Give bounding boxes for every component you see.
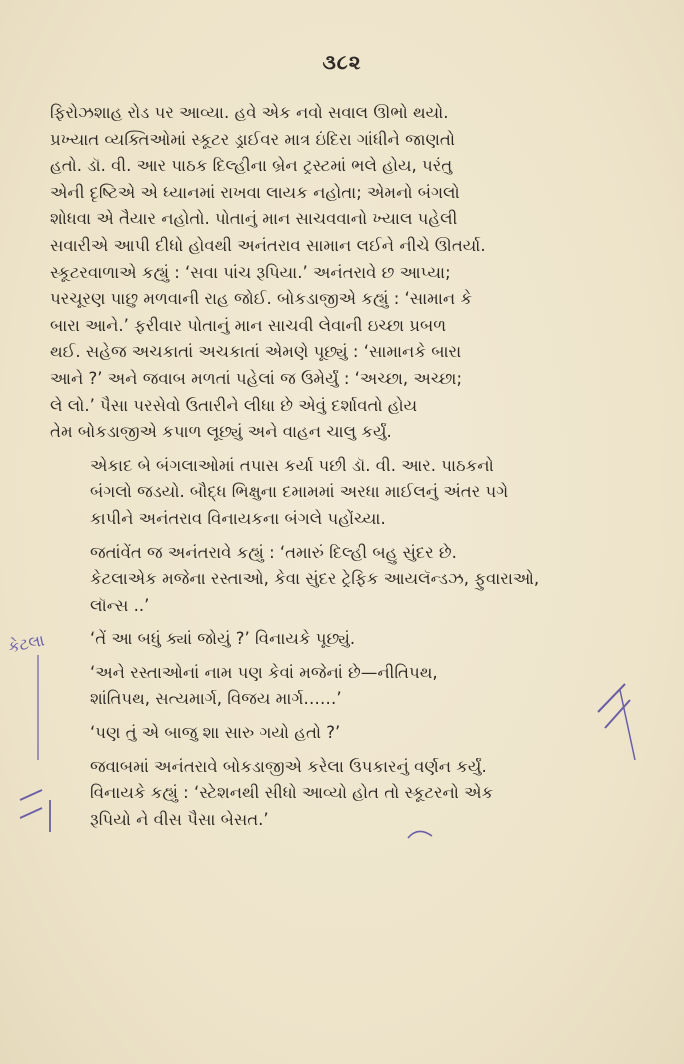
text-line: આને ?’ અને જવાબ મળતાં પહેલાં જ ઉમેર્યું : ‘અચ્છા, અચ્છા; [50,368,463,388]
text-line: કાપીને અનંતરાવ વિનાયકના બંગલે પહોંચ્યા. [90,508,386,528]
paragraph [50,720,632,747]
text-line: જવાબમાં અનંતરાવે બોકડાજીએ કરેલા ઉપકારનું વર્ણન કર્યું. [90,756,487,776]
paragraph [50,540,632,620]
text-line: લે લો.’ પૈસા પરસેવો ઉતારીને લીધા છે એવું દર્શાવતો હોય [50,395,418,415]
text-line: ફિરોઝશાહ રોડ પર આવ્યા. હવે એક નવો સવાલ ઊભો થયો. [50,103,449,122]
text-line: સ્કૂટરવાળાએ કહ્યું : ‘સવા પાંચ રૂપિયા.’ અનંતરાવે છ આપ્યા; [50,262,451,282]
text-line: થઈ. સહેજ અચકાતાં અચકાતાં એમણે પૂછ્યું : ‘સામાનકે બારા [50,342,462,362]
text-line: તેમ બોકડાજીએ કપાળ લૂછ્યું અને વાહન ચાલુ કર્યું. [50,422,392,442]
text-line: લૉન્સ ..’ [90,595,150,615]
paragraph [50,660,632,713]
text-line: શોધવા એ તૈયાર નહોતો. પોતાનું માન સાચવવાનો ખ્યાલ પહેલી [50,209,458,229]
text-line: એની દૃષ્ટિએ એ ધ્યાનમાં રાખવા લાયક નહોતા; એમનો બંગલો [50,182,460,202]
text-line: વિનાયકે કહ્યું : ‘સ્ટેશનથી સીધો આવ્યો હોત તો સ્કૂટરનો એક [90,783,494,803]
margin-bracket-mark [20,790,50,832]
text-line: હતો. ડૉ. વી. આર પાઠક દિલ્હીના બ્રેન ટ્રસ્ટમાં ભલે હોય, પરંતુ [50,156,453,176]
text-line: સવારીએ આપી દીધો હોવથી અનંતરાવ સામાન લઈને નીચે ઊતર્યા. [50,235,486,255]
body-text [50,100,632,840]
paragraph [50,453,632,533]
text-line: રૂપિયો ને વીસ પૈસા બેસત.’ [90,809,269,829]
text-line: જતાંવેંત જ અનંતરાવે કહ્યું : ‘તમારું દિલ્હી બહુ સુંદર છે. [90,542,457,562]
text-line: ‘અને રસ્તાઓનાં નામ પણ કેવાં મજેનાં છે—નીતિપથ, [90,662,438,682]
paragraph [50,626,632,653]
text-line: શાંતિપથ, સત્યમાર્ગ, વિજય માર્ગ……’ [90,689,342,709]
text-line: કેટલાએક મજેના રસ્તાઓ, કેવા સુંદર ટ્રેફિક આયલૅન્ડઝ, ફુવારાઓ, [90,569,540,589]
paragraph [50,754,632,834]
text-line: ‘પણ તું એ બાજુ શા સારુ ગયો હતો ?’ [90,723,341,743]
text-line: પરચૂરણ પાછુ મળવાની રાહ જોઈ. બોકડાજીએ કહ્યું : ‘સામાન કે [50,289,473,309]
handwritten-margin-note: કેટલા [6,630,47,657]
text-line: પ્રખ્યાત વ્યક્તિઓમાં સ્કૂટર ડ્રાઈવર માત્ર ઇંદિરા ગાંધીને જાણતો [50,129,455,149]
page-number: ૩૮૨ [322,50,362,74]
paragraph [50,100,632,446]
text-line: બંગલો જડયો. બૌદ્ધ ભિક્ષુના દમામમાં અરધા માઈલનું અંતર પગે [90,482,509,502]
text-line: ‘તેં આ બધું ક્યાં જોયું ?’ વિનાયકે પૂછ્યું. [90,629,356,649]
text-line: એકાદ બે બંગલાઓમાં તપાસ કર્યા પછી ડૉ. વી. આર. પાઠકનો [90,455,494,475]
text-line: બારા આને.’ ફરીવાર પોતાનું માન સાચવી લેવાની ઇચ્છા પ્રબળ [50,315,447,335]
